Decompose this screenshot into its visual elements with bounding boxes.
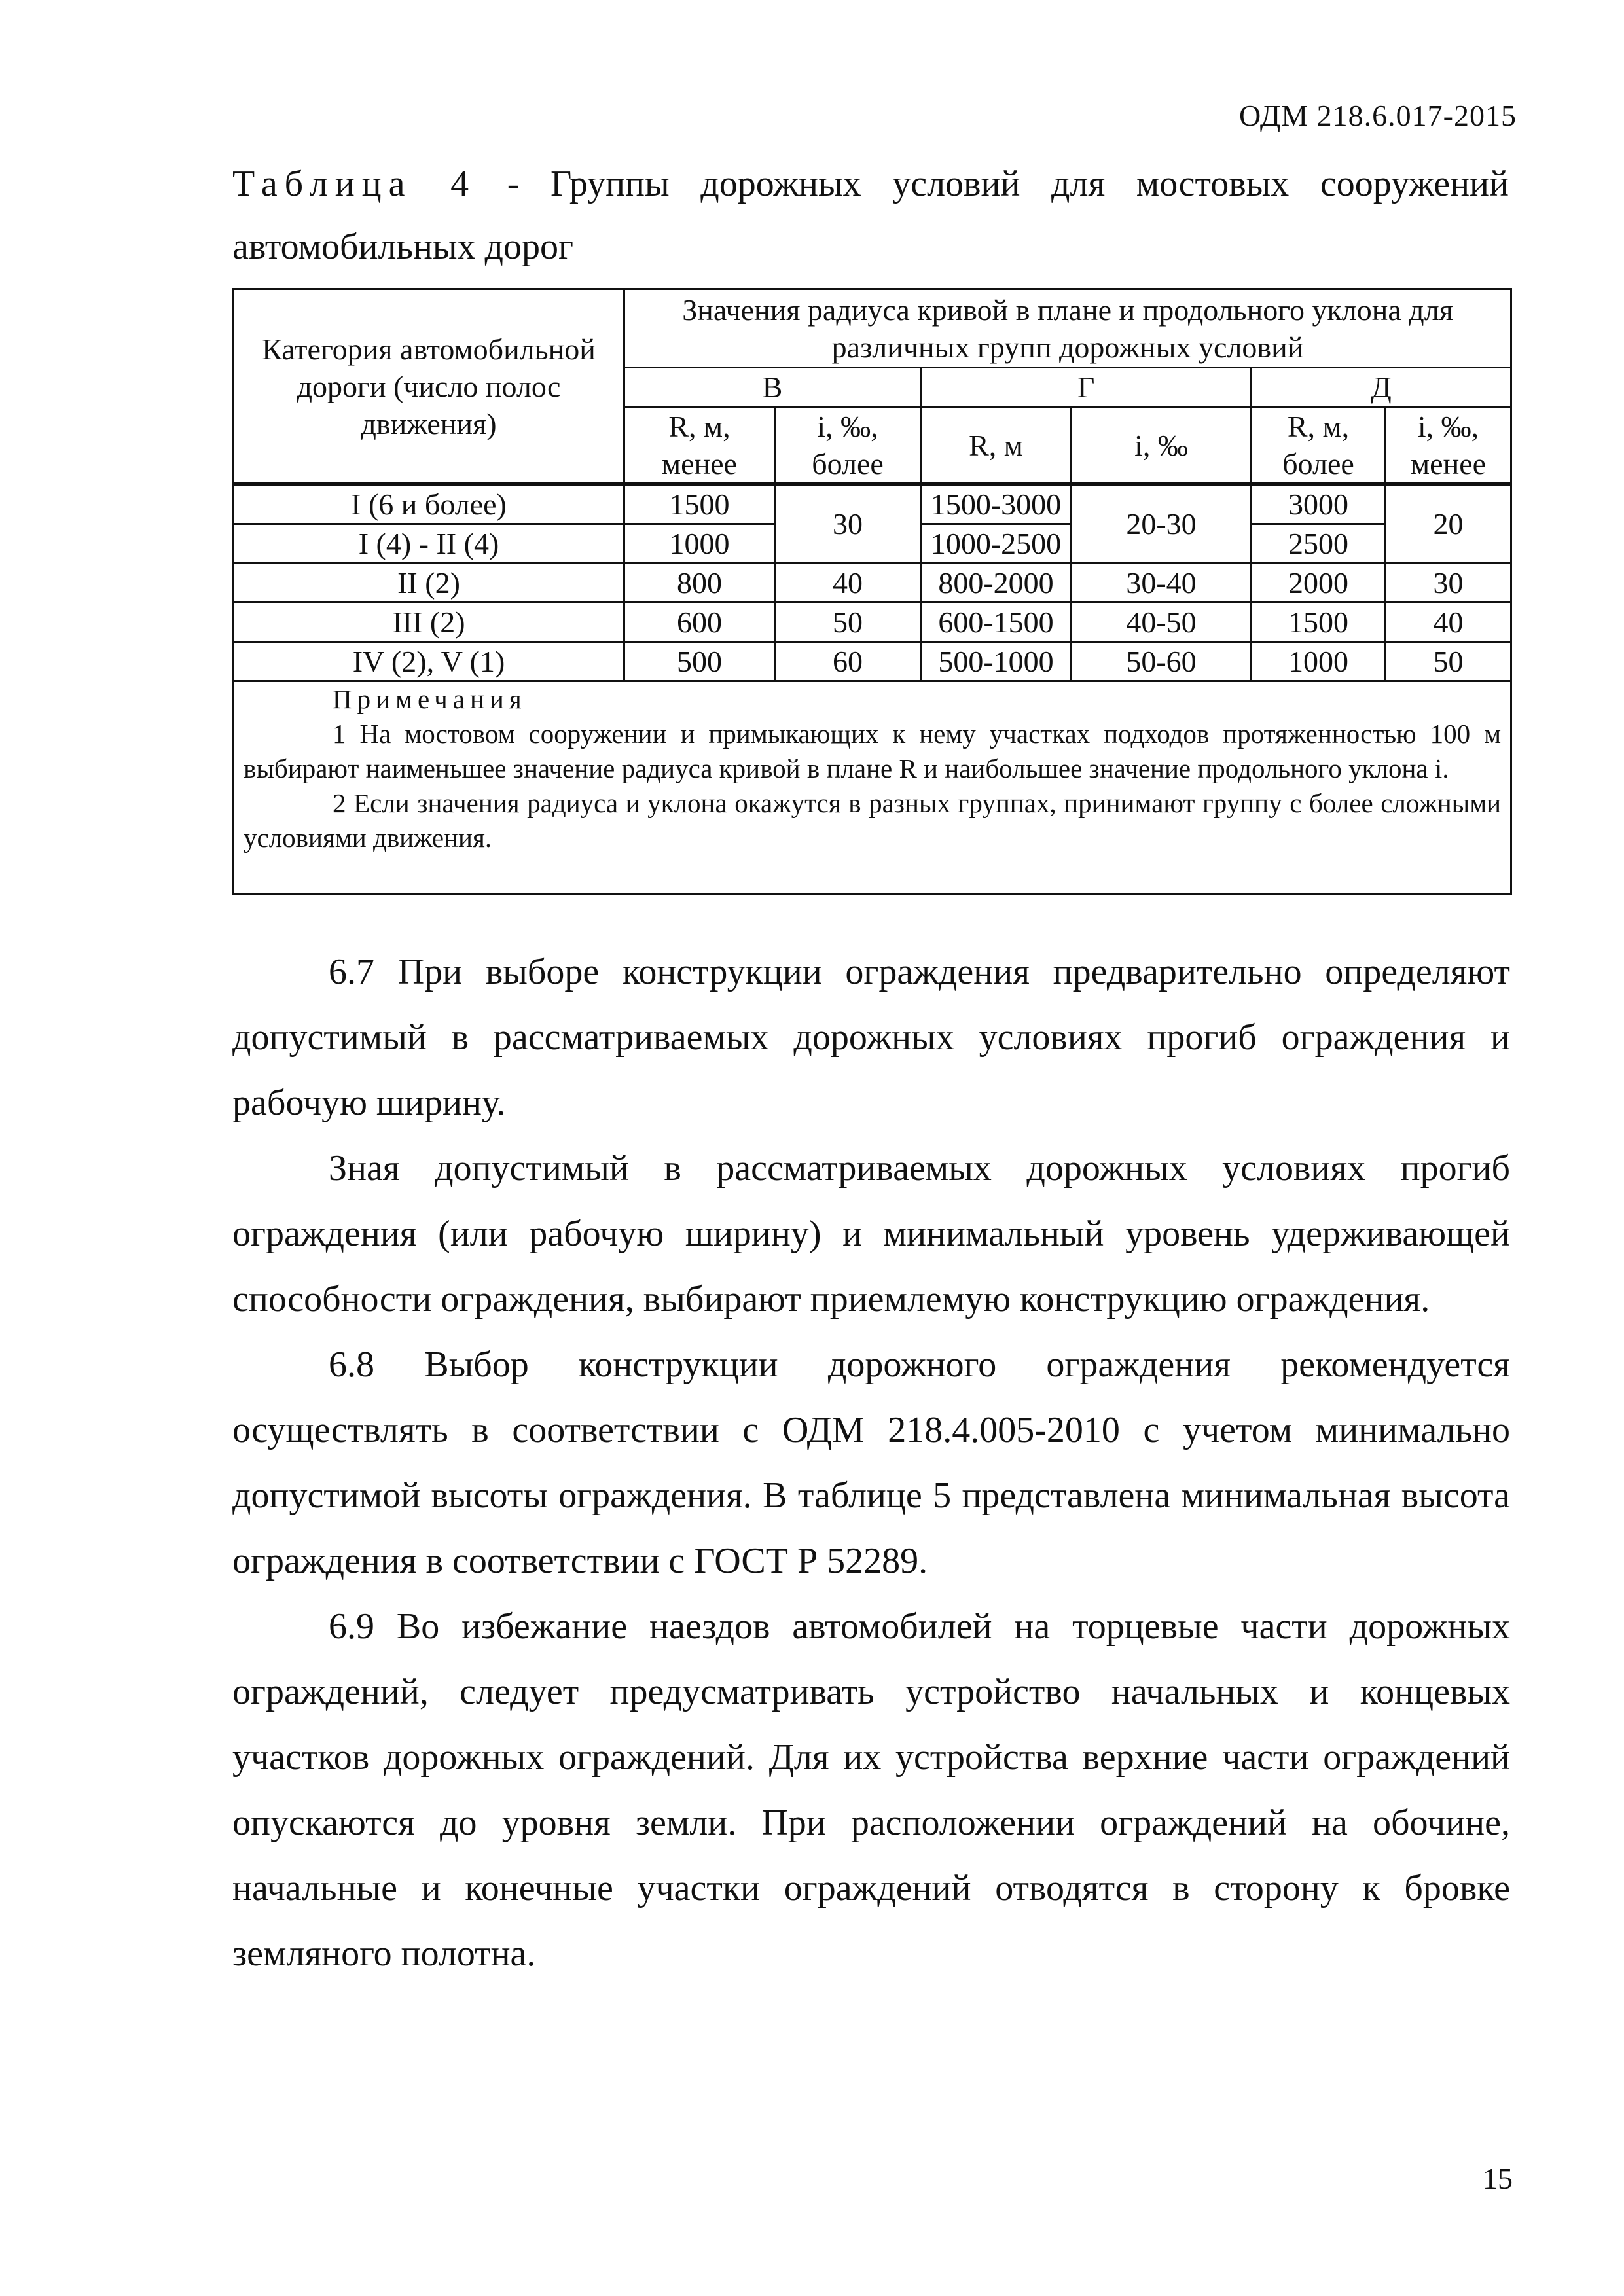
value-cell: 30 (1386, 564, 1511, 603)
table-caption (232, 152, 1509, 278)
value-cell: 3000 (1252, 484, 1386, 524)
note-item: 2 Если значения радиуса и уклона окажутся в разных группах, принимают группу с более сложными условиями движения. (244, 788, 1502, 853)
value-cell: 50-60 (1072, 642, 1252, 681)
document-code: ОДМ 218.6.017-2015 (1238, 99, 1517, 132)
value-cell: 1000 (624, 524, 775, 564)
value-cell: 30 (775, 484, 921, 564)
paragraph: 6.9 Во избежание наездов автомобилей на торцевые части дорожных ограждений, следует предусматривать устройство начальных и концевых участков дорожных ограждений. Для их устройства верхние части ограждений опускаются до уровня земли. При расположении ограждений на обочине, начальные и конечные участки ограждений отводятся в сторону к бровке земляного полотна. (232, 1606, 1510, 1974)
group-header-d: Д (1252, 368, 1511, 407)
page-number: 15 (1483, 2162, 1513, 2195)
value-cell: 20-30 (1072, 484, 1252, 564)
value-cell: 500 (624, 642, 775, 681)
value-cell: 800-2000 (921, 564, 1072, 603)
note-item: 1 На мостовом сооружении и примыкающих к нему участках подходов протяженностью 100 м выбирают наименьшее значение радиуса кривой в плане R и наибольшее значение продольного уклона i. (244, 719, 1502, 783)
category-cell: II (2) (234, 564, 624, 603)
paragraph: 6.7 При выборе конструкции ограждения предварительно определяют допустимый в рассматриваемых дорожных условиях прогиб ограждения и рабочую ширину. (232, 952, 1510, 1123)
value-cell: 600-1500 (921, 603, 1072, 642)
category-cell: I (6 и более) (234, 484, 624, 524)
subheader-v-slope: i, ‰, более (775, 407, 921, 484)
paragraph: Зная допустимый в рассматриваемых дорожных условиях прогиб ограждения (или рабочую ширину) и минимальный уровень удерживающей способности ограждения, выбирают приемлемую конструкцию ограждения. (232, 1148, 1510, 1319)
value-cell: 50 (1386, 642, 1511, 681)
table-title: - Группы дорожных условий для мостовых сооружений автомобильных дорог (232, 164, 1509, 267)
table-row (234, 603, 1511, 642)
group-header-g: Г (921, 368, 1252, 407)
table-notes (234, 681, 1511, 895)
category-cell: III (2) (234, 603, 624, 642)
value-cell: 1500-3000 (921, 484, 1072, 524)
value-cell: 2000 (1252, 564, 1386, 603)
value-cell: 50 (775, 603, 921, 642)
value-cell: 1000-2500 (921, 524, 1072, 564)
values-header: Значения радиуса кривой в плане и продольного уклона для различных групп дорожных условий (624, 289, 1511, 368)
value-cell: 30-40 (1072, 564, 1252, 603)
table-row (234, 484, 1511, 524)
value-cell: 600 (624, 603, 775, 642)
value-cell: 40-50 (1072, 603, 1252, 642)
body-text (232, 939, 1510, 1986)
group-header-v: В (624, 368, 921, 407)
value-cell: 500-1000 (921, 642, 1072, 681)
category-cell: I (4) - II (4) (234, 524, 624, 564)
value-cell: 60 (775, 642, 921, 681)
value-cell: 2500 (1252, 524, 1386, 564)
value-cell: 800 (624, 564, 775, 603)
table-row (234, 564, 1511, 603)
notes-title: Примечания (333, 684, 527, 714)
road-conditions-table (232, 288, 1512, 895)
subheader-g-radius: R, м (921, 407, 1072, 484)
subheader-d-radius: R, м, более (1252, 407, 1386, 484)
category-header: Категория автомобильной дороги (число полос движения) (234, 289, 624, 484)
value-cell: 20 (1386, 484, 1511, 564)
subheader-g-slope: i, ‰ (1072, 407, 1252, 484)
paragraph: 6.8 Выбор конструкции дорожного ограждения рекомендуется осуществлять в соответствии с ОДМ 218.4.005-2010 с учетом минимально допустимой высоты ограждения. В таблице 5 представлена минимальная высота ограждения в соответствии с ГОСТ Р 52289. (232, 1344, 1510, 1581)
value-cell: 1500 (624, 484, 775, 524)
table-row (234, 642, 1511, 681)
subheader-d-slope: i, ‰, менее (1386, 407, 1511, 484)
value-cell: 1000 (1252, 642, 1386, 681)
subheader-v-radius: R, м, менее (624, 407, 775, 484)
table-label: Таблица 4 (232, 164, 477, 204)
category-cell: IV (2), V (1) (234, 642, 624, 681)
value-cell: 1500 (1252, 603, 1386, 642)
value-cell: 40 (1386, 603, 1511, 642)
value-cell: 40 (775, 564, 921, 603)
